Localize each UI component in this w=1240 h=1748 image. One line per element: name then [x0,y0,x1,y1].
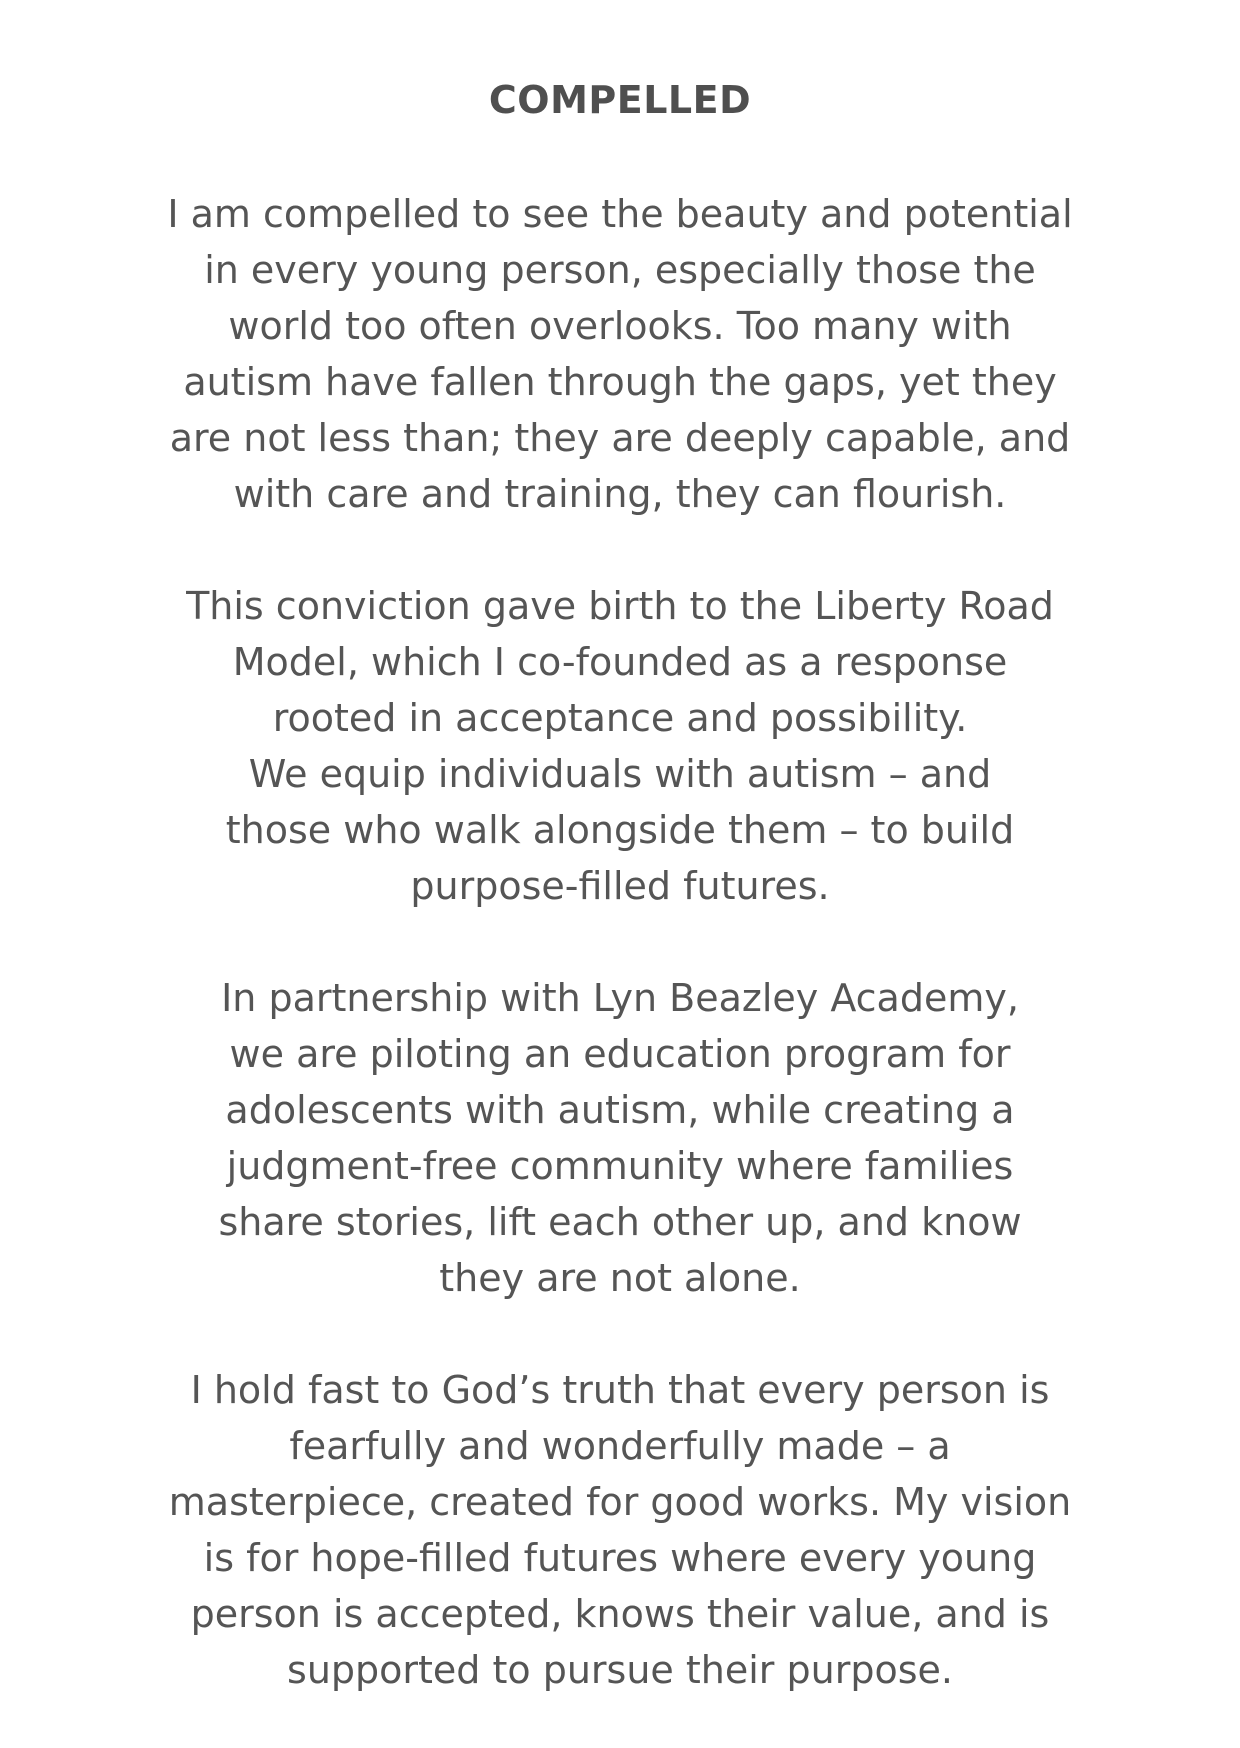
text-line: judgment-free community where families [226,1144,1014,1188]
paragraph-partnership [0,970,1240,1306]
text-line: in every young person, especially those the [204,248,1036,292]
text-line: are not less than; they are deeply capable, and [169,416,1071,460]
text-line: I am compelled to see the beauty and potential [167,192,1073,236]
text-line: In partnership with Lyn Beazley Academy, [221,976,1019,1020]
page-title: COMPELLED [488,78,752,122]
text-line: masterpiece, created for good works. My vision [168,1480,1072,1524]
text-line: is for hope-filled futures where every young [203,1536,1037,1580]
paragraph-compelled [0,186,1240,522]
text-line: We equip individuals with autism – and [248,752,992,796]
text-line: with care and training, they can flourish. [233,472,1007,516]
text-line: person is accepted, knows their value, and is [190,1592,1050,1636]
text-line: autism have fallen through the gaps, yet they [183,360,1057,404]
text-line: This conviction gave birth to the Liberty Road [186,584,1054,628]
text-line: Model, which I co-founded as a response [232,640,1008,684]
text-line: those who walk alongside them – to build [225,808,1015,852]
text-line: supported to pursue their purpose. [287,1648,953,1692]
text-line: world too often overlooks. Too many with [228,304,1012,348]
text-line: they are not alone. [439,1256,801,1300]
text-line: purpose-filled futures. [410,864,830,908]
paragraph-liberty-road-model [0,578,1240,914]
text-line: we are piloting an education program for [229,1032,1011,1076]
text-line: I hold fast to God’s truth that every person is [190,1368,1050,1412]
paragraph-vision [0,1362,1240,1698]
text-line: share stories, lift each other up, and know [218,1200,1022,1244]
text-line: fearfully and wonderfully made – a [289,1424,951,1468]
text-line: adolescents with autism, while creating a [225,1088,1015,1132]
text-line: rooted in acceptance and possibility. [272,696,968,740]
